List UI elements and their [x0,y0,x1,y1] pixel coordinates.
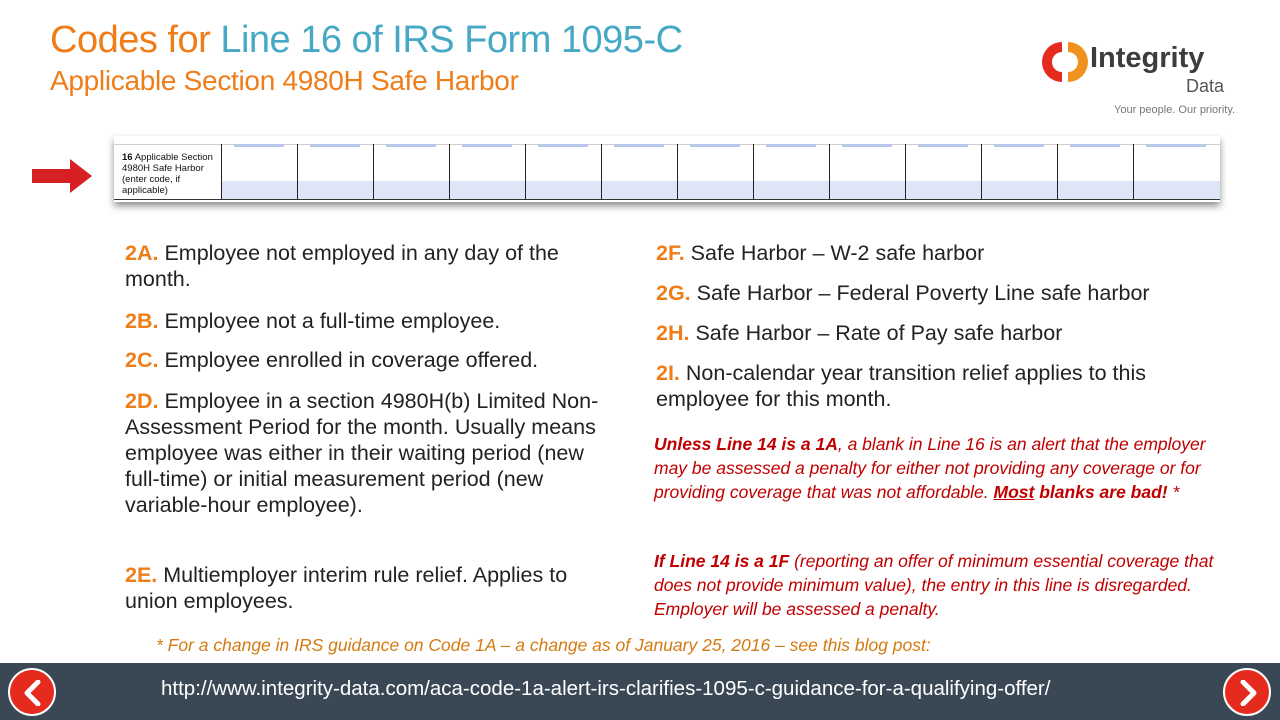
alert-note-line14-1a [654,432,1224,504]
prev-slide-button[interactable] [8,668,56,716]
code-item-2c [125,347,635,373]
code-description: Safe Harbor – Federal Poverty Line safe harbor [696,281,1150,305]
form-line-label [122,152,224,196]
chevron-left-icon [22,680,44,706]
code-item-2h [656,320,1236,346]
next-slide-button[interactable] [1223,668,1271,716]
note-bold-tail: blanks are bad! [1039,482,1168,502]
code-description: Employee not employed in any day of the month. [125,241,559,291]
note-bold-lead: If Line 14 is a 1F [654,551,790,571]
code-item-2i [656,360,1216,412]
code-item-2f [656,240,1236,266]
code-item-2g [656,280,1256,306]
code-label: 2H. [656,321,690,345]
logo-name: Integrity [1090,42,1205,74]
code-label: 2D. [125,389,159,413]
note-underlined: Most [993,482,1035,502]
code-label: 2C. [125,348,159,372]
page-subtitle: Applicable Section 4980H Safe Harbor [50,65,519,96]
code-description: Employee in a section 4980H(b) Limited Non-Assessment Period for the month. Usually means employee was either in their waiting period (new full-time) or initial measurement period (new variable-hour employee). [125,389,599,517]
page-title [50,18,683,62]
form-entry-row [221,181,1220,199]
form-line-number: 16 [122,152,133,163]
title-prefix: Codes for [50,19,211,61]
code-label: 2I. [656,361,680,385]
note-body: , a blank in Line 16 is an alert that the employer may be assessed a penalty for either not providing any coverage or for providing coverage that was not affordable. [654,434,1206,502]
code-description: Multiemployer interim rule relief. Applies to union employees. [125,563,568,613]
note-bold-lead: Unless Line 14 is a 1A [654,434,838,454]
code-description: Non-calendar year transition relief applies to this employee for this month. [656,361,1146,411]
code-description: Employee not a full-time employee. [164,309,501,333]
note-body: (reporting an offer of minimum essential coverage that does not provide minimum value), the entry in this line is disregarded. Employer will be assessed a penalty. [654,551,1214,619]
code-label: 2G. [656,281,691,305]
code-label: 2E. [125,563,158,587]
code-description: Safe Harbor – Rate of Pay safe harbor [695,321,1063,345]
logo-mark-icon [1040,40,1092,84]
form-line16-excerpt [114,136,1220,202]
code-label: 2A. [125,241,159,265]
code-item-2b [125,308,625,334]
code-item-2e [125,562,595,614]
form-line-label-text: Applicable Section 4980H Safe Harbor (enter code, if applicable) [122,152,213,196]
footnote: * For a change in IRS guidance on Code 1A – a change as of January 25, 2016 – see this blog post: [156,635,931,655]
footer-bar [0,663,1280,720]
arrow-right-icon [32,159,92,193]
code-description: Employee enrolled in coverage offered. [164,348,539,372]
code-item-2d [125,388,607,518]
integrity-data-logo [1036,36,1256,122]
code-label: 2F. [656,241,685,265]
code-item-2a [125,240,625,292]
logo-sub: Data [1186,76,1225,96]
note-asterisk: * [1172,482,1180,502]
blog-post-link[interactable]: http://www.integrity-data.com/aca-code-1a-alert-irs-clarifies-1095-c-guidance-for-a-qualifying-offer/ [161,677,1051,700]
title-main: Line 16 of IRS Form 1095-C [220,19,683,61]
code-label: 2B. [125,309,159,333]
chevron-right-icon [1237,680,1259,706]
code-description: Safe Harbor – W-2 safe harbor [690,241,985,265]
logo-tagline: Your people. Our priority. [1114,104,1236,116]
alert-note-line14-1f [654,549,1224,621]
